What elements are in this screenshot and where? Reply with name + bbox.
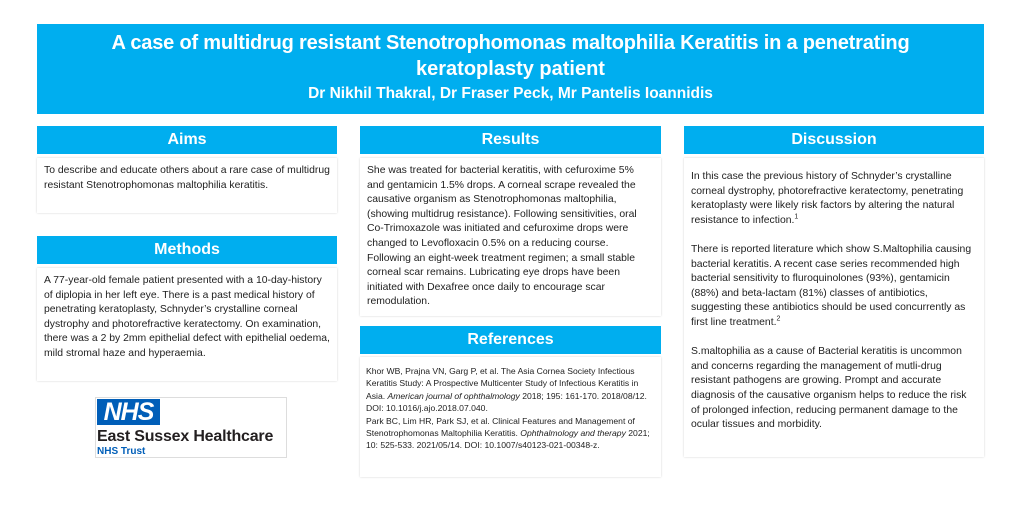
discussion-heading: Discussion: [684, 126, 984, 154]
nhs-mark-icon: NHS: [97, 399, 160, 425]
aims-heading: Aims: [37, 126, 337, 154]
nhs-logo: [95, 397, 287, 458]
citation-2: 2: [776, 315, 781, 323]
trust-name: NHS Trust: [97, 446, 146, 457]
discussion-paragraph-2: There is reported literature which show S.Maltophilia causing bacterial keratitis. A recent case series recommended high bacterial sensitivity to fluroquinolones (93%), gentamicin (88%) and beta-lactam (81%) classes of antibiotics, suggesting these antibiotics should be used concurrently as first line treatment.$^2$: [691, 243, 972, 328]
reference-journal: American journal of ophthalmology: [387, 390, 520, 401]
results-section: [360, 158, 661, 316]
reference-item-1: Khor WB, Prajna VN, Garg P, et al. The Asia Cornea Society Infectious Keratitis Study: A Prospective Multicenter Study of Infectious Keratitis in Asia. American journal of ophthalmology 2018; 195: 161-170. 2018/08/12. DOI: 10.1016/j.ajo.2018.07.040.: [366, 366, 647, 414]
organisation-name: East Sussex Healthcare: [97, 428, 274, 445]
methods-heading: Methods: [37, 236, 337, 264]
poster-title-line2: keratoplasty patient: [416, 58, 605, 80]
poster-authors: Dr Nikhil Thakral, Dr Fraser Peck, Mr Pantelis Ioannidis: [308, 85, 713, 102]
references-section: [360, 357, 661, 477]
discussion-paragraph-3: S.maltophilia as a cause of Bacterial keratitis is uncommon and concerns regarding the management of mutli-drug resistant pathogens are growing. Prompt and accurate diagnosis of the causative organism helps to reduce the risk of prolonged infection, reducing permanent damage to the ocular tissues and morbidity.: [691, 346, 967, 431]
methods-section: [37, 268, 337, 381]
results-heading: Results: [360, 126, 661, 154]
citation-1: 1: [794, 213, 799, 221]
discussion-section: [684, 158, 984, 457]
results-text: She was treated for bacterial keratitis, with cefuroxime 5% and gentamicin 1.5% drops. A corneal scrape revealed the causative organism as Stenotrophomonas maltophilia, (showing multidrug resistance). Following sensitivities, oral Co-Trimoxazole was initiated and cefuroxime drops were changed to Levofloxacin 0.5% on a reducing course. Following an eight-week treatment regimen; a small stable corneal scar remains. Lubricating eye drops have been initiated with Dexafree once daily to encourage scar remodulation.: [367, 165, 637, 308]
title-banner: [37, 24, 984, 114]
references-heading: References: [360, 326, 661, 354]
methods-text: A 77-year-old female patient presented with a 10-day-history of diplopia in her left eye. There is a past medical history of penetrating keratoplasty, Schnyder’s crystalline corneal dystrophy and photorefractive keratectomy. On examination, there was a 2 by 2mm epithelial defect with epithelial oedema, mild stromal haze and hyperaemia.: [44, 275, 330, 359]
aims-text: To describe and educate others about a rare case of multidrug resistant Stenotrophomonas maltophilia keratitis.: [44, 165, 330, 191]
discussion-paragraph-1: In this case the previous history of Schnyder’s crystalline corneal dystrophy, photorefractive keratectomy, penetrating keratoplasty were likely risk factors by altering the natural resistance to infection.$^1$: [691, 171, 964, 226]
reference-journal: Ophthalmology and therapy: [520, 428, 626, 439]
poster-title-line1: A case of multidrug resistant Stenotrophomonas maltophilia Keratitis in a penetrating: [111, 32, 910, 54]
reference-item-2: Park BC, Lim HR, Park SJ, et al. Clinical Features and Management of Stenotrophomonas Maltophilia Keratitis. Ophthalmology and therapy 2021; 10: 525-533. 2021/05/14. DOI: 10.1007/s40123-021-00348-z.: [366, 415, 650, 451]
aims-section: [37, 158, 337, 213]
